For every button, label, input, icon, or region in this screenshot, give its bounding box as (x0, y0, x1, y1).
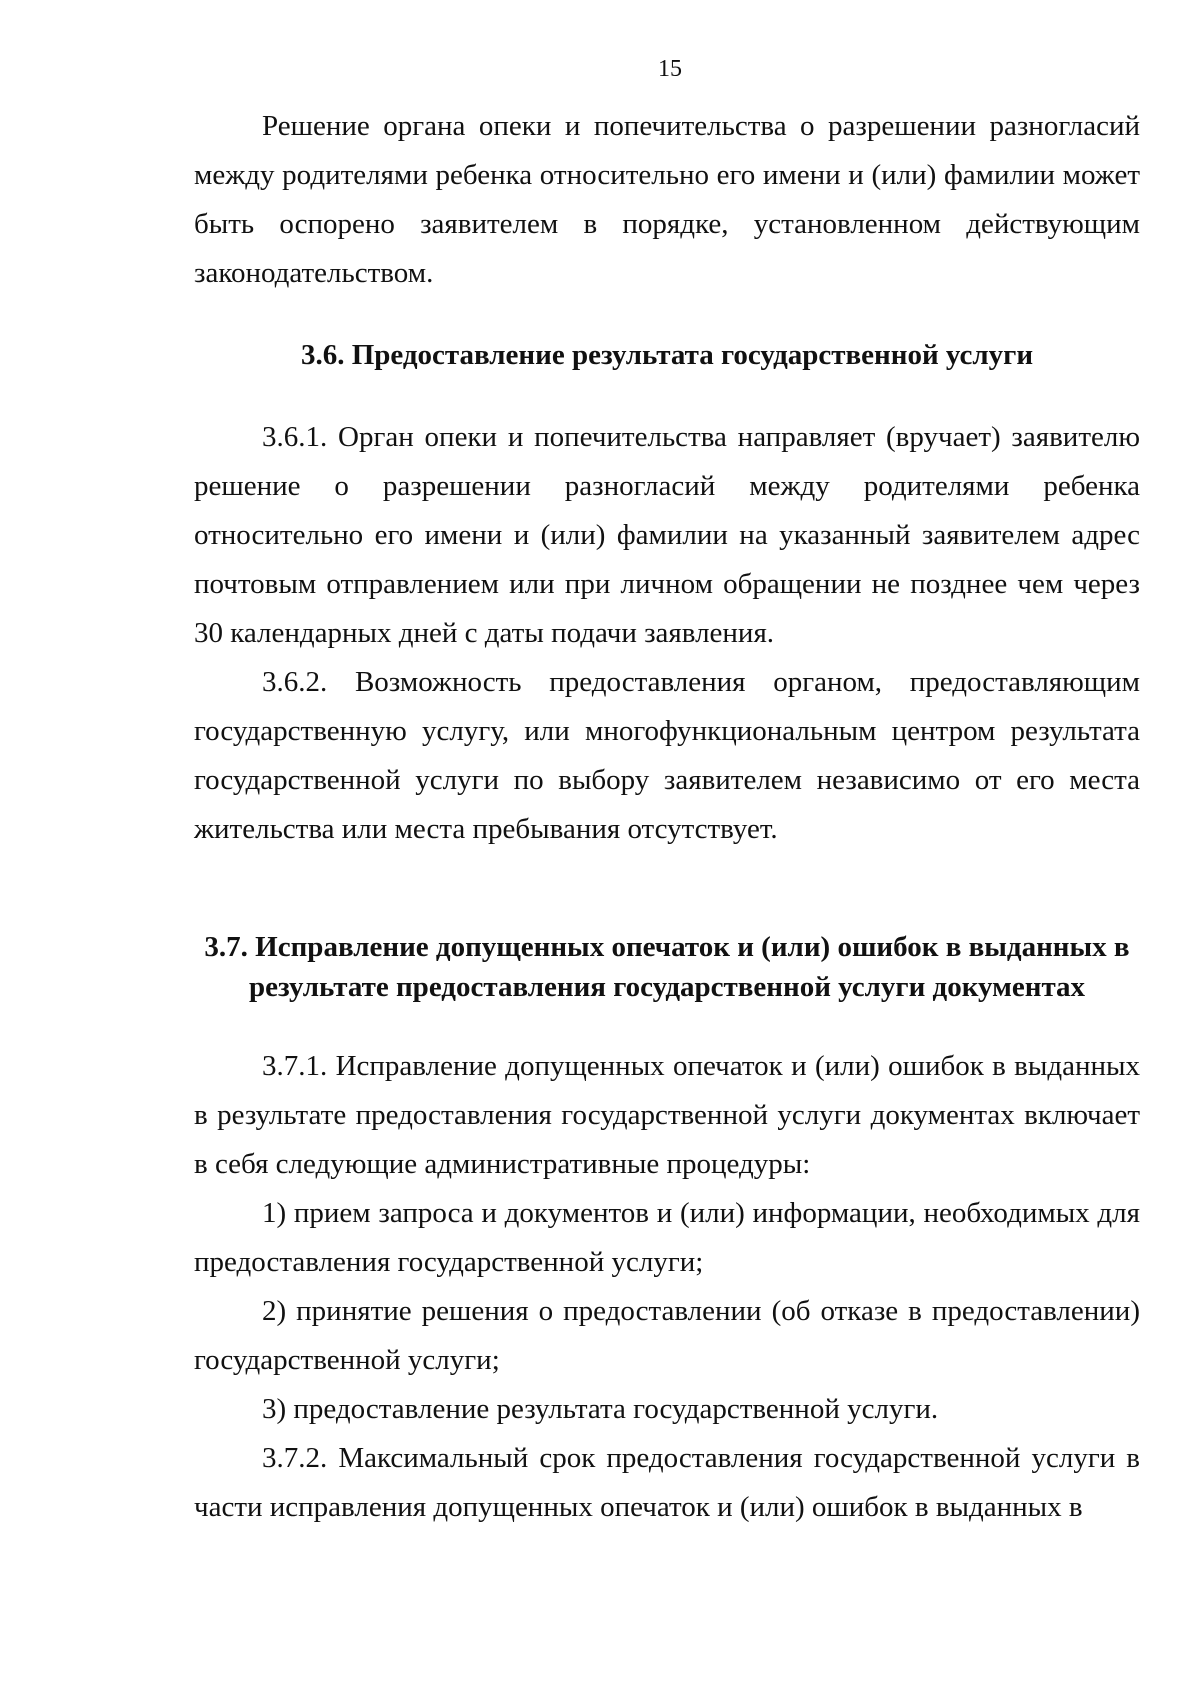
document-body (194, 102, 1140, 1532)
list-item: 3) предоставление результата государственной услуги. (262, 1393, 939, 1425)
paragraph-3-6-1: 3.6.1. Орган опеки и попечительства направляет (вручает) заявителю решение о разрешении разногласий между родителями ребенка относительно его имени и (или) фамилии на указанный заявителем адрес почтовым отправлением или при личном обращении не позднее чем через 30 календарных дней с даты подачи заявления. (194, 421, 1140, 649)
paragraph-3-7-1: 3.7.1. Исправление допущенных опечаток и (или) ошибок в выданных в результате предоставления государственной услуги документах включает в себя следующие административные процедуры: (194, 1050, 1140, 1180)
section-3-6-heading: 3.6. Предоставление результата государственной услуги (300, 339, 1034, 371)
page-number: 15 (658, 56, 682, 82)
paragraph-3-7-2: 3.7.2. Максимальный срок предоставления государственной услуги в части исправления допущенных опечаток и (или) ошибок в выданных в (194, 1442, 1140, 1523)
list-item: 2) принятие решения о предоставлении (об отказе в предоставлении) государственной услуги; (194, 1295, 1140, 1376)
section-3-7-heading-line1: 3.7. Исправление допущенных опечаток и (или) ошибок в выданных в (204, 931, 1130, 963)
section-3-7-heading (194, 927, 1140, 1007)
paragraph-3-6-2: 3.6.2. Возможность предоставления органом, предоставляющим государственную услугу, или многофункциональным центром результата государственной услуги по выбору заявителем независимо от его места жительства или места пребывания отсутствует. (194, 666, 1140, 845)
list-item: 1) прием запроса и документов и (или) информации, необходимых для предоставления государственной услуги; (194, 1197, 1140, 1278)
paragraph-intro: Решение органа опеки и попечительства о разрешении разногласий между родителями ребенка относительно его имени и (или) фамилии может быть оспорено заявителем в порядке, установленном действующим законодательством. (194, 110, 1140, 289)
section-3-7-heading-line2: результате предоставления государственной услуги документах (248, 971, 1086, 1003)
